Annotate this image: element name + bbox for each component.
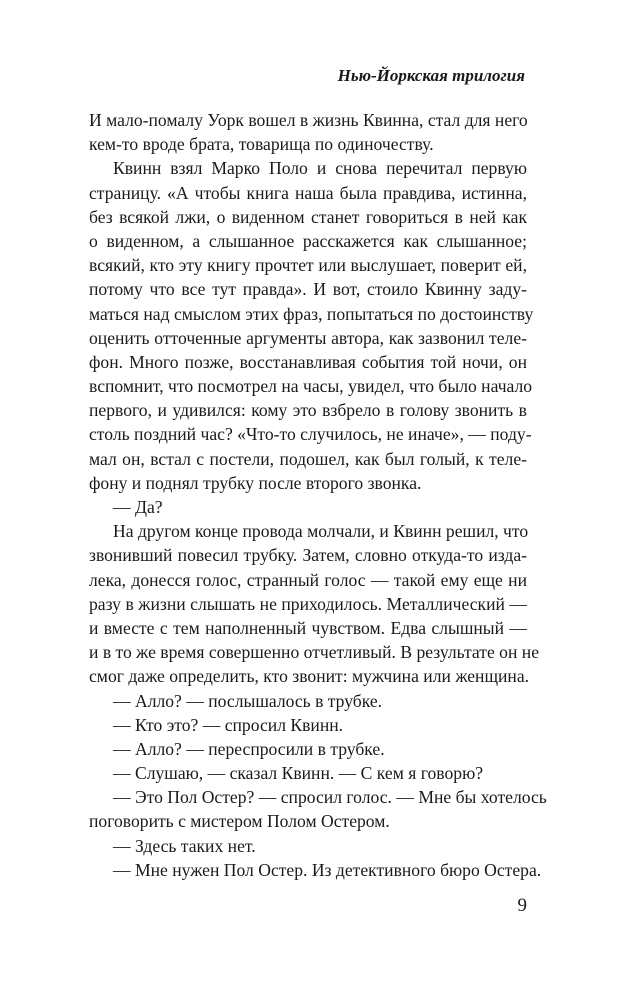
text-line: смог даже определить, кто звонит: мужчина или женщина. — [89, 666, 530, 687]
text-line: — Алло? — послышалось в трубке. — [113, 690, 383, 711]
text-line: мал он, встал с постели, подошел, как был голый, к теле- — [89, 448, 527, 469]
text-line: — Да? — [113, 497, 163, 517]
text-line: поговорить с мистером Полом Остером. — [89, 811, 390, 832]
text-line: — Кто это? — спросил Квинн. — [113, 714, 344, 735]
text-line: — Мне нужен Пол Остер. Из детективного бюро Остера. — [113, 859, 542, 880]
running-header: Нью-Йоркская трилогия — [337, 66, 525, 85]
page-number: 9 — [517, 895, 527, 916]
text-line: И мало-помалу Уорк вошел в жизнь Квинна, стал для него — [89, 110, 528, 130]
text-line: — Это Пол Остер? — спросил голос. — Мне бы хотелось — [113, 787, 547, 808]
text-line: всякий, кто эту книгу прочтет или выслушает, поверит ей, — [89, 255, 527, 276]
text-line: без всякой лжи, о виденном станет говориться в ней как — [89, 206, 527, 227]
text-line: На другом конце провода молчали, и Квинн решил, что — [113, 521, 529, 542]
text-line: разу в жизни слышать не приходилось. Металлический — — [89, 593, 527, 614]
text-line: и в то же время совершенно отчетливый. В результате он не — [89, 642, 540, 663]
text-line: — Слушаю, — сказал Квинн. — С кем я говорю? — [113, 763, 484, 784]
text-line: оценить отточенные аргументы автора, как зазвонил теле- — [89, 327, 527, 348]
body-text — [89, 108, 547, 882]
text-line: — Алло? — переспросили в трубке. — [113, 738, 385, 759]
text-line: лека, донесся голос, странный голос — такой ему еще ни — [89, 569, 527, 590]
text-line: вспомнит, что посмотрел на часы, увидел, что было начало — [89, 376, 533, 397]
text-line: фон. Много позже, восстанавливая события той ночи, он — [89, 351, 527, 372]
text-line: и вместе с тем наполненный чувством. Едва слышный — — [89, 617, 527, 638]
text-line: первого, и удивился: кому это взбрело в голову звонить в — [89, 400, 527, 421]
text-line: потому что все тут правда». И вот, стоило Квинну заду- — [89, 279, 527, 300]
text-line: — Здесь таких нет. — [113, 835, 256, 856]
text-line: маться над смыслом этих фраз, попытаться по достоинству — [89, 303, 534, 324]
text-line: звонивший повесил трубку. Затем, словно откуда-то изда- — [89, 545, 527, 566]
text-line: фону и поднял трубку после второго звонка. — [89, 472, 422, 493]
text-line: о виденном, а слышанное расскажется как слышанное; — [89, 230, 527, 251]
text-line: кем-то вроде брата, товарища по одиночеству. — [89, 134, 434, 155]
text-line: столь поздний час? «Что-то случилось, не иначе», — поду- — [89, 424, 532, 445]
text-line: страницу. «А чтобы книга наша была правдива, истинна, — [89, 182, 527, 203]
text-line: Квинн взял Марко Поло и снова перечитал первую — [113, 158, 527, 179]
